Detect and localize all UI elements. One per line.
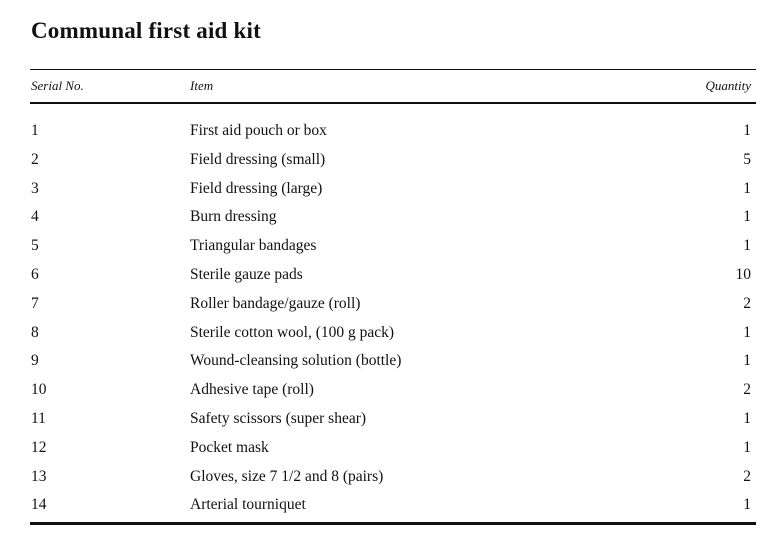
page-title: Communal first aid kit <box>31 18 261 43</box>
table-row <box>30 146 756 175</box>
cell-serial-no: 4 <box>31 208 39 226</box>
cell-quantity: 1 <box>743 208 751 226</box>
cell-serial-no: 3 <box>31 179 39 197</box>
cell-quantity: 1 <box>743 122 751 139</box>
header-serial-no: Serial No. <box>31 78 84 93</box>
header-item: Item <box>190 78 214 93</box>
cell-quantity: 2 <box>743 294 751 312</box>
table-row <box>30 463 756 492</box>
cell-serial-no: 9 <box>31 352 39 370</box>
cell-serial-no: 8 <box>31 323 39 341</box>
cell-item: Gloves, size 7 1/2 and 8 (pairs) <box>190 467 384 485</box>
table-body <box>30 104 756 522</box>
cell-serial-no: 12 <box>31 438 47 456</box>
table-row <box>30 203 756 232</box>
cell-serial-no: 14 <box>31 496 47 514</box>
table-bottom-rule <box>30 522 756 525</box>
cell-serial-no: 5 <box>31 237 39 255</box>
cell-quantity: 1 <box>743 409 751 427</box>
table-row <box>30 491 756 520</box>
table-row <box>30 319 756 348</box>
cell-item: Burn dressing <box>190 208 277 226</box>
cell-item: Field dressing (small) <box>190 150 326 168</box>
table-row <box>30 347 756 376</box>
table-row <box>30 405 756 434</box>
header-quantity: Quantity <box>705 78 751 93</box>
cell-quantity: 1 <box>743 352 751 370</box>
cell-item: Sterile gauze pads <box>190 265 303 283</box>
cell-item: Field dressing (large) <box>190 179 323 197</box>
cell-item: Sterile cotton wool, (100 g pack) <box>190 323 395 341</box>
first-aid-kit-table <box>30 69 756 525</box>
cell-item: Arterial tourniquet <box>190 496 306 514</box>
cell-serial-no: 1 <box>31 122 39 139</box>
cell-serial-no: 7 <box>31 294 39 312</box>
cell-quantity: 1 <box>743 237 751 255</box>
cell-quantity: 2 <box>743 381 751 399</box>
table-row <box>30 117 756 146</box>
cell-quantity: 1 <box>743 179 751 197</box>
cell-item: Pocket mask <box>190 438 269 456</box>
cell-item: Adhesive tape (roll) <box>190 381 314 399</box>
cell-item: Roller bandage/gauze (roll) <box>190 294 361 312</box>
table-header-row <box>30 70 756 101</box>
cell-item: Triangular bandages <box>190 237 317 255</box>
cell-serial-no: 11 <box>31 409 46 427</box>
cell-serial-no: 6 <box>31 265 39 283</box>
cell-quantity: 1 <box>743 323 751 341</box>
cell-quantity: 2 <box>743 467 751 485</box>
table-row <box>30 290 756 319</box>
cell-item: First aid pouch or box <box>190 122 327 139</box>
table-row <box>30 261 756 290</box>
cell-serial-no: 10 <box>31 381 47 399</box>
table-row <box>30 376 756 405</box>
cell-item: Safety scissors (super shear) <box>190 409 367 427</box>
table-row <box>30 175 756 204</box>
cell-item: Wound-cleansing solution (bottle) <box>190 352 402 370</box>
cell-quantity: 5 <box>743 150 751 168</box>
cell-quantity: 10 <box>735 265 751 283</box>
cell-serial-no: 2 <box>31 150 39 168</box>
table-row <box>30 232 756 261</box>
table-row <box>30 434 756 463</box>
cell-quantity: 1 <box>743 438 751 456</box>
cell-serial-no: 13 <box>31 467 47 485</box>
cell-quantity: 1 <box>743 496 751 514</box>
